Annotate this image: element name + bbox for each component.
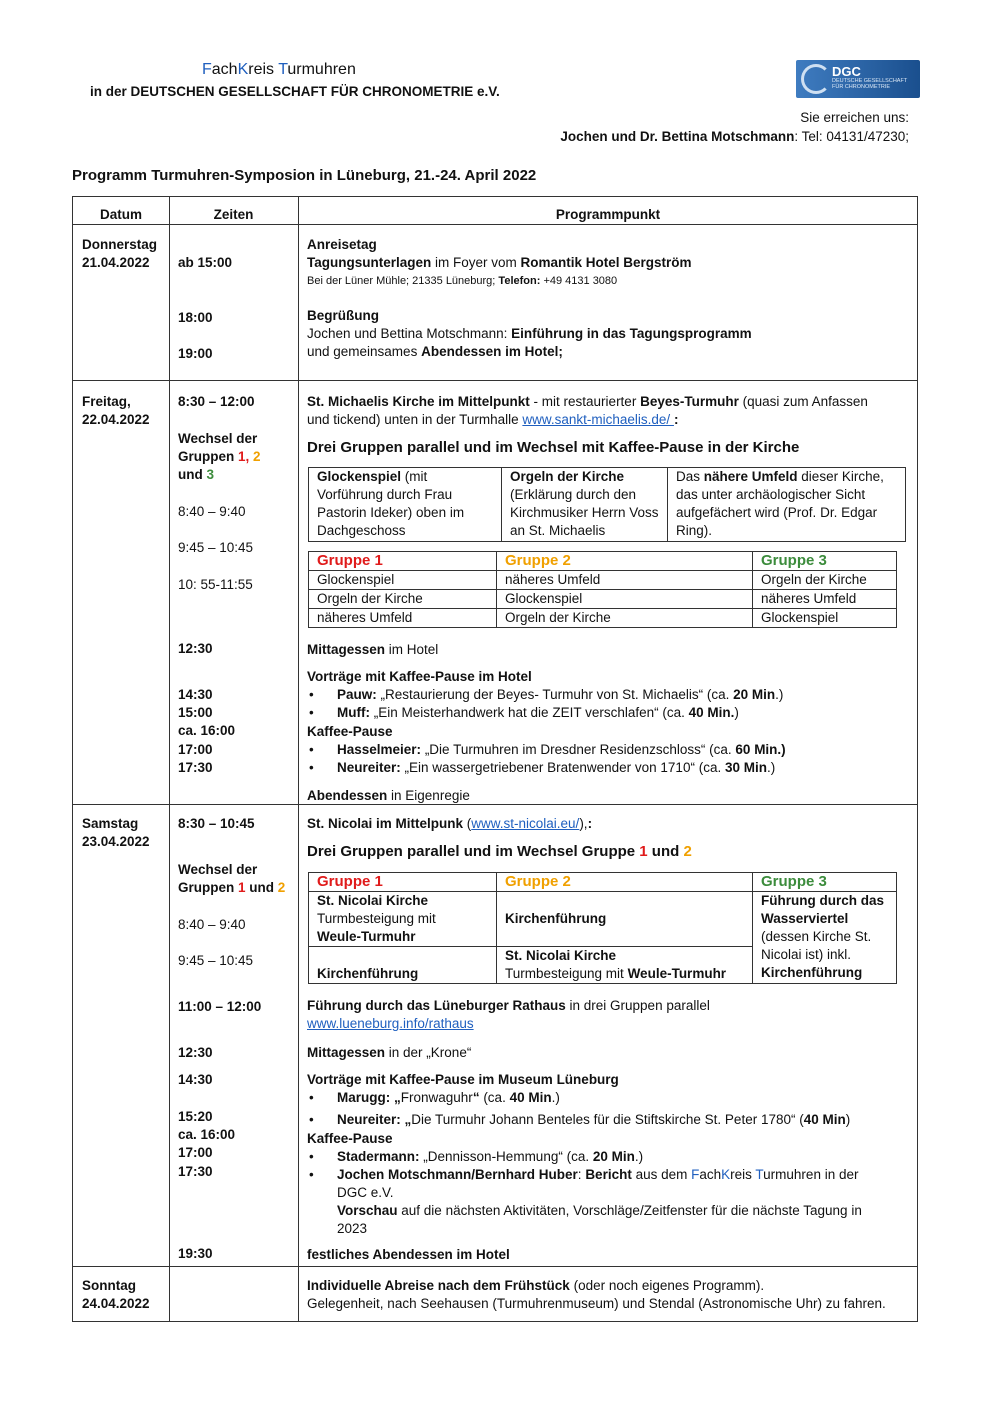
nicolai-link[interactable]: www.st-nicolai.eu/	[471, 816, 580, 831]
contact-line: Jochen und Dr. Bettina Motschmann: Tel: 04131/47230;	[560, 129, 909, 144]
thursday-time-arrival: ab 15:00	[178, 255, 233, 270]
group-1-header: Gruppe 1	[309, 873, 497, 892]
logo-small-text: DEUTSCHE GESELLSCHAFT FÜR CHRONOMETRIE	[832, 78, 908, 90]
saturday-groups-heading: Drei Gruppen parallel und im Wechsel Gruppe 1 und 2	[307, 843, 692, 860]
rotation-cell: Glockenspiel	[497, 590, 753, 609]
michaelis-link[interactable]: www.sankt-michaelis.de/	[522, 412, 674, 427]
saturday-talks-list-2	[307, 1148, 862, 1238]
nicolai-line: St. Nicolai im Mittelpunk (www.st-nicolai.eu/),:	[307, 816, 593, 831]
thursday-time-dinner: 19:00	[178, 346, 213, 361]
saturday-g2-slot2: St. Nicolai Kirche Turmbesteigung mit Weule-Turmuhr	[497, 947, 753, 984]
saturday-time: 17:00	[178, 1145, 213, 1160]
group-1-header: Gruppe 1	[309, 552, 497, 571]
list-item: • Muff: „Ein Meisterhandwerk hat die ZEIT verschlafen“ (ca. 40 Min.)	[307, 704, 783, 722]
rotation-cell: näheres Umfeld	[309, 609, 497, 628]
group-3-header: Gruppe 3	[753, 873, 897, 892]
saturday-talks-heading: Vorträge mit Kaffee-Pause im Museum Lüneburg	[307, 1072, 619, 1087]
saturday-day: Samstag	[82, 816, 139, 831]
list-item: • Neureiter: „Ein wassergetriebener Bratenwender von 1710“ (ca. 30 Min.)	[307, 759, 786, 777]
header-date: Datum	[99, 207, 142, 222]
table-row	[309, 609, 897, 628]
saturday-g1-slot2: Kirchenführung	[309, 947, 497, 984]
friday-lunch: Mittagessen im Hotel	[307, 642, 439, 657]
saturday-lunch: Mittagessen in der „Krone“	[307, 1045, 472, 1060]
saturday-time-start: 8:30 – 10:45	[178, 816, 255, 831]
group-3-header: Gruppe 3	[753, 552, 897, 571]
saturday-time: 14:30	[178, 1072, 213, 1087]
saturday-g3: Führung durch das Wasserviertel (dessen Kirche St. Nicolai ist) inkl. Kirchenführung	[753, 892, 897, 984]
list-item: • Pauw: „Restaurierung der Beyes- Turmuhr von St. Michaelis“ (ca. 20 Min.)	[307, 686, 783, 704]
friday-time: 14:30	[178, 687, 213, 702]
friday-talks-list-2	[307, 741, 786, 777]
friday-talks-list	[307, 686, 783, 722]
friday-time: 12:30	[178, 641, 213, 656]
station-glockenspiel: Glockenspiel (mit Vorführung durch Frau Pastorin Ideker) oben im Dachgeschoss	[309, 468, 502, 542]
friday-time: 17:30	[178, 760, 213, 775]
friday-evening: Abendessen in Eigenregie	[307, 788, 470, 803]
saturday-time: ca. 16:00	[178, 1127, 236, 1142]
list-item: • Stadermann: „Dennisson-Hemmung“ (ca. 20 Min.)	[307, 1148, 862, 1166]
saturday-time: 12:30	[178, 1045, 213, 1060]
saturday-coffee: Kaffee-Pause	[307, 1131, 393, 1146]
saturday-g1-slot1: St. Nicolai Kirche Turmbesteigung mit Weule-Turmuhr	[309, 892, 497, 947]
list-item: • Hasselmeier: „Die Turmuhren im Dresdner Residenzschloss“ (ca. 60 Min.)	[307, 741, 786, 759]
friday-time: ca. 16:00	[178, 723, 236, 738]
saturday-rotation-table	[308, 872, 897, 984]
friday-time: 17:00	[178, 742, 213, 757]
saturday-time: 17:30	[178, 1164, 213, 1179]
list-item: • Jochen Motschmann/Bernhard Huber: Bericht aus dem FachKreis Turmuhren in der DGC e.V. Vorschau auf die nächsten Aktivitäten, Vorschläge/Zeitfenster für die nächste Tagung in 2023	[307, 1166, 862, 1238]
program-title: Programm Turmuhren-Symposion in Lüneburg, 21.-24. April 2022	[72, 167, 537, 184]
sunday-date: 24.04.2022	[82, 1296, 150, 1311]
station-orgeln: Orgeln der Kirche (Erklärung durch den Kirchmusiker Herrn Voss an St. Michaelis	[502, 468, 668, 542]
departure-line: Individuelle Abreise nach dem Frühstück (oder noch eigenes Programm).	[307, 1278, 765, 1293]
rotation-cell: näheres Umfeld	[497, 571, 753, 590]
organization-subtitle: in der DEUTSCHEN GESELLSCHAFT FÜR CHRONOMETRIE e.V.	[90, 84, 500, 99]
dinner-line: und gemeinsames Abendessen im Hotel;	[307, 344, 563, 359]
rathaus-line: Führung durch das Lüneburger Rathaus in drei Gruppen parallel	[307, 998, 710, 1013]
saturday-talks-list	[307, 1089, 850, 1129]
rathaus-link-row	[307, 1015, 474, 1033]
saturday-time: 15:20	[178, 1109, 213, 1124]
group-2-header: Gruppe 2	[497, 552, 753, 571]
friday-slot: 8:40 – 9:40	[178, 504, 246, 519]
friday-rotation-table	[308, 551, 897, 628]
thursday-day: Donnerstag	[82, 237, 158, 252]
rathaus-link[interactable]: www.lueneburg.info/rathaus	[307, 1016, 474, 1031]
organization-title: FachKreis Turmuhren	[202, 61, 356, 78]
welcome-heading: Begrüßung	[307, 308, 379, 323]
friday-groups-heading: Drei Gruppen parallel und im Wechsel mit Kaffee-Pause in der Kirche	[307, 439, 800, 456]
rotation-cell: näheres Umfeld	[753, 590, 897, 609]
conference-docs: Tagungsunterlagen im Foyer vom Romantik Hotel Bergström	[307, 255, 692, 270]
rotation-cell: Glockenspiel	[753, 609, 897, 628]
saturday-rotation-label: Wechsel der Gruppen 1 und 2	[178, 862, 286, 895]
rotation-cell: Orgeln der Kirche	[309, 590, 497, 609]
logo-text: DGC	[832, 64, 861, 79]
friday-talks-heading: Vorträge mit Kaffee-Pause im Hotel	[307, 669, 532, 684]
friday-time-start: 8:30 – 12:00	[178, 394, 255, 409]
saturday-time: 19:30	[178, 1246, 213, 1261]
header-program: Programmpunkt	[555, 207, 661, 222]
thursday-time-welcome: 18:00	[178, 310, 213, 325]
group-2-header: Gruppe 2	[497, 873, 753, 892]
saturday-time: 11:00 – 12:00	[178, 999, 262, 1014]
list-item: • Marugg: „Fronwaguhr“ (ca. 40 Min.)	[307, 1089, 850, 1107]
table-row	[309, 571, 897, 590]
list-item: • Neureiter: „Die Turmuhr Johann Benteles für die Stiftskirche St. Peter 1780“ (40 Min)	[307, 1111, 850, 1129]
friday-day: Freitag,	[82, 394, 131, 409]
rotation-cell: Orgeln der Kirche	[497, 609, 753, 628]
saturday-date: 23.04.2022	[82, 834, 150, 849]
michaelis-line: St. Michaelis Kirche im Mittelpunkt - mit restaurierter Beyes-Turmuhr (quasi zum Anfassen	[307, 394, 868, 409]
contact-label: Sie erreichen uns:	[800, 110, 909, 125]
hotel-address: Bei der Lüner Mühle; 21335 Lüneburg; Telefon: +49 4131 3080	[307, 275, 618, 287]
program-table	[72, 196, 918, 1322]
excursion-line: Gelegenheit, nach Seehausen (Turmuhrenmuseum) und Stendal (Astronomische Uhr) zu fahren.	[307, 1296, 886, 1311]
thursday-date: 21.04.2022	[82, 255, 150, 270]
friday-slot: 9:45 – 10:45	[178, 540, 254, 555]
dgc-logo	[796, 60, 920, 98]
rotation-cell: Orgeln der Kirche	[753, 571, 897, 590]
friday-time: 15:00	[178, 705, 213, 720]
sunday-day: Sonntag	[82, 1278, 136, 1293]
friday-rotation-label: Wechsel der Gruppen 1, 2 und 3	[178, 431, 261, 482]
saturday-slot: 8:40 – 9:40	[178, 917, 246, 932]
friday-coffee: Kaffee-Pause	[307, 724, 393, 739]
arrival-day: Anreisetag	[307, 237, 377, 252]
intro-line: Jochen und Bettina Motschmann: Einführung in das Tagungsprogramm	[307, 326, 752, 341]
station-umfeld: Das nähere Umfeld dieser Kirche, das unter archäologischer Sicht aufgefächert wird (Prof. Dr. Edgar Ring).	[668, 468, 906, 542]
saturday-slot: 9:45 – 10:45	[178, 953, 254, 968]
saturday-dinner: festliches Abendessen im Hotel	[307, 1247, 510, 1262]
logo-emblem-icon	[801, 64, 831, 94]
stations-table	[308, 467, 906, 542]
friday-date: 22.04.2022	[82, 412, 150, 427]
saturday-g2-slot1: Kirchenführung	[497, 892, 753, 947]
michaelis-line-2: und tickend) unten in der Turmhalle www.sankt-michaelis.de/ :	[307, 412, 679, 427]
rotation-cell: Glockenspiel	[309, 571, 497, 590]
table-row	[309, 590, 897, 609]
header-times: Zeiten	[213, 207, 254, 222]
friday-slot: 10: 55-11:55	[178, 577, 253, 592]
